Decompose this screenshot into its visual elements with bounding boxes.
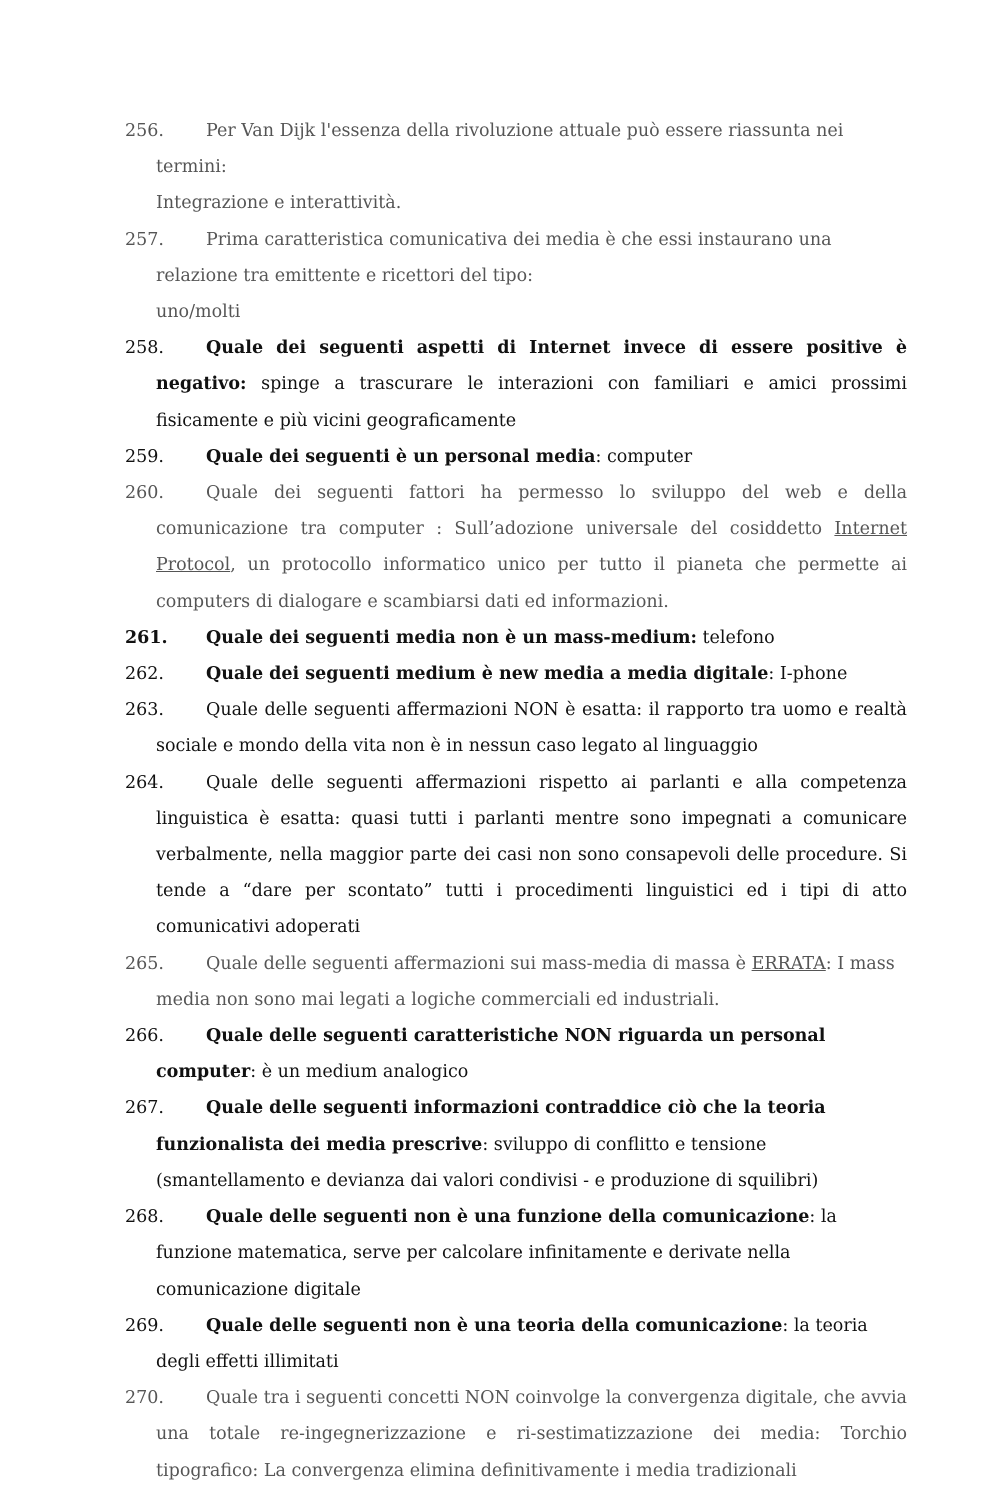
question-text: Quale delle seguenti affermazioni rispetto ai parlanti e alla competenza linguistica è esatta: quasi tutti i parlanti mentre sono impegnati a comunicare verbalmente, nella maggior parte dei casi non sono consapevoli delle procedure. Si tende a “dare per scontato” tutti i procedimenti linguistici ed i tipi di atto comunicativi adoperati [156, 772, 907, 938]
item-number: 257. [125, 229, 164, 250]
list-item-267 [125, 1090, 907, 1199]
item-number: 267. [125, 1098, 164, 1119]
question-text: Quale delle seguenti non è una teoria della comunicazione [206, 1315, 783, 1336]
answer-text: : I mass media non sono mai legati a logiche commerciali ed industriali. [156, 953, 895, 1010]
answer-text: , un protocollo informatico unico per tutto il pianeta che permette ai computers di dialogare e scambiarsi dati ed informazioni. [156, 555, 907, 612]
question-list [125, 113, 907, 1489]
item-number: 260. [125, 483, 164, 504]
list-item-259 [125, 439, 907, 475]
item-number: 266. [125, 1026, 164, 1047]
question-text: Quale delle seguenti affermazioni NON è esatta: il rapporto tra uomo e realtà sociale e mondo della vita non è in nessun caso legato al linguaggio [156, 700, 907, 757]
list-item-260 [125, 475, 907, 620]
list-item-256 [125, 113, 907, 222]
item-number: 269. [125, 1315, 164, 1336]
question-text: Quale dei seguenti è un personal media [206, 446, 596, 467]
list-item-269 [125, 1308, 907, 1380]
list-item-261 [125, 620, 907, 656]
list-item-263 [125, 692, 907, 764]
question-text: Quale delle seguenti informazioni contraddice ciò che la teoria funzionalista dei media prescrive [156, 1098, 826, 1155]
question-text: Quale dei seguenti media non è un mass-medium: [206, 627, 697, 648]
internet-protocol-link[interactable]: Internet Protocol [156, 519, 907, 576]
question-text: Quale dei seguenti aspetti di Internet invece di essere positive è negativo: [156, 338, 907, 395]
item-number: 262. [125, 664, 164, 685]
question-text: Quale delle seguenti caratteristiche NON riguarda un personal computer [156, 1026, 826, 1083]
item-number: 263. [125, 700, 164, 721]
list-item-268 [125, 1199, 907, 1308]
item-number: 264. [125, 772, 164, 793]
item-number: 270. [125, 1388, 164, 1409]
list-item-258 [125, 330, 907, 439]
item-number: 259. [125, 446, 164, 467]
question-text: Quale delle seguenti non è una funzione della comunicazione [206, 1207, 810, 1228]
item-number: 265. [125, 953, 164, 974]
item-number: 268. [125, 1207, 164, 1228]
item-number: 258. [125, 338, 164, 359]
question-text: Per Van Dijk l'essenza della rivoluzione attuale può essere riassunta nei termini: [156, 121, 844, 178]
question-text: Prima caratteristica comunicativa dei media è che essi instaurano una relazione tra emittente e ricettori del tipo: [156, 229, 832, 286]
answer-text: : computer [595, 446, 693, 467]
list-item-265 [125, 946, 907, 1018]
question-text: Quale delle seguenti affermazioni sui mass-media di massa è [206, 953, 752, 974]
answer-text: Integrazione e interattività. [156, 193, 402, 214]
answer-text: : la funzione matematica, serve per calcolare infinitamente e derivate nella comunicazione digitale [156, 1207, 837, 1300]
question-text: Quale tra i seguenti concetti NON coinvolge la convergenza digitale, che avvia una totale re-ingegnerizzazione e ri-sestimatizzazione dei media: Torchio tipografico: La convergenza elimina definitivamente i media tradizionali [156, 1388, 907, 1481]
answer-text: : è un medium analogico [250, 1062, 469, 1083]
answer-text: : la teoria degli effetti illimitati [156, 1315, 868, 1372]
errata-link[interactable]: ERRATA [751, 953, 826, 974]
question-text: Quale dei seguenti fattori ha permesso lo sviluppo del web e della comunicazione tra computer : Sull’adozione universale del cosiddetto [156, 483, 907, 540]
answer-text: : I-phone [768, 664, 848, 685]
list-item-257 [125, 222, 907, 331]
item-number: 261. [125, 627, 168, 648]
answer-text: uno/molti [156, 302, 241, 323]
list-item-262 [125, 656, 907, 692]
answer-text: telefono [696, 627, 775, 648]
item-number: 256. [125, 121, 164, 141]
list-item-264 [125, 765, 907, 946]
answer-text: spinge a trascurare le interazioni con familiari e amici prossimi fisicamente e più vicini geograficamente [156, 374, 907, 431]
question-text: Quale dei seguenti medium è new media a media digitale [206, 664, 769, 685]
list-item-270 [125, 1380, 907, 1489]
answer-text: : sviluppo di conflitto e tensione (smantellamento e devianza dai valori condivisi - e produzione di squilibri) [156, 1134, 819, 1191]
list-item-266 [125, 1018, 907, 1090]
